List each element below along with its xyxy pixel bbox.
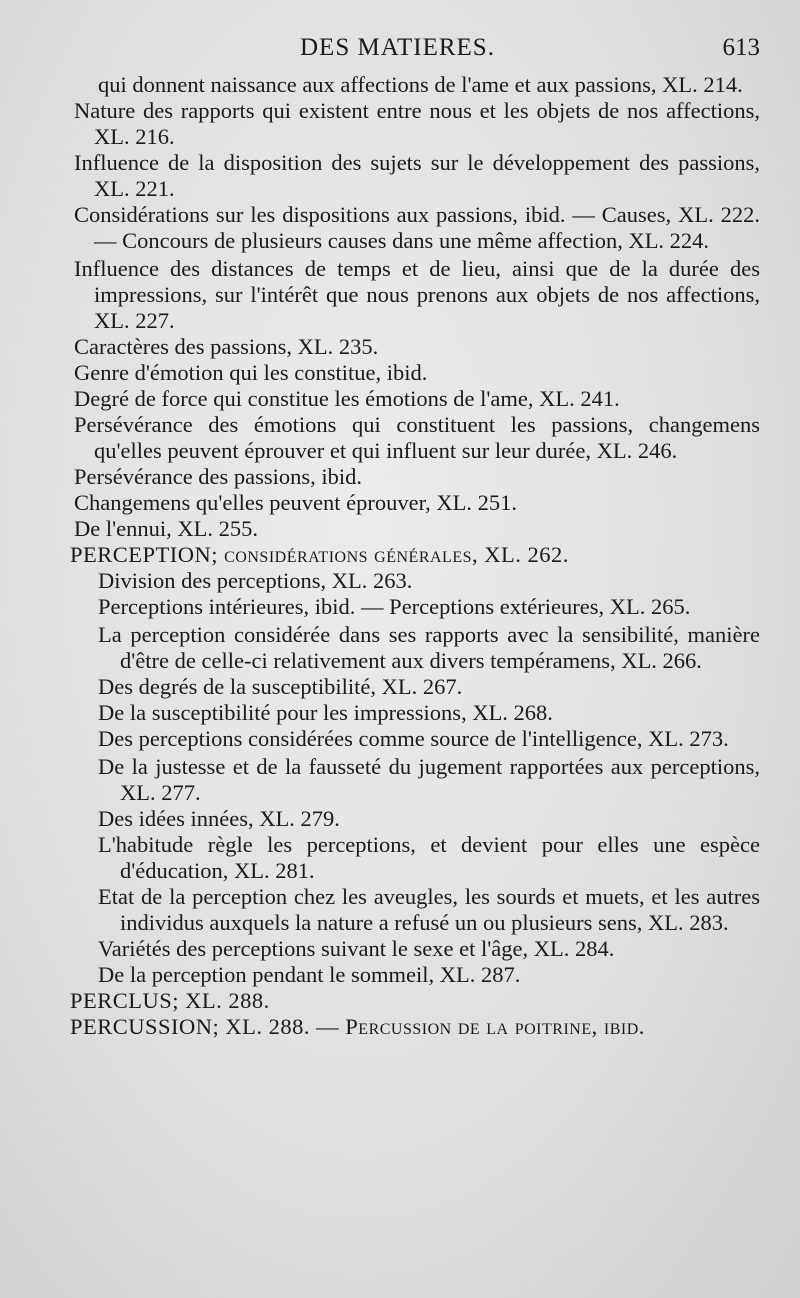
index-heading-perclus: PERCLUS; XL. 288. xyxy=(70,988,270,1013)
running-title: DES MATIERES. xyxy=(300,34,495,61)
index-entry: Influence des distances de temps et de lieu, ainsi que de la durée des impressions, sur l'intérêt que nous prenons aux objets de nos affections, XL. 227. xyxy=(74,256,760,333)
index-entry: De l'ennui, XL. 255. xyxy=(74,516,259,541)
index-entry: Caractères des passions, XL. 235. xyxy=(74,334,379,359)
index-entry: Influence de la disposition des sujets sur le développement des passions, XL. 221. xyxy=(74,150,760,201)
index-entry: qui donnent naissance aux affections de l'ame et aux passions, XL. 214. xyxy=(98,72,743,97)
index-entry: Etat de la perception chez les aveugles, les sourds et muets, et les autres individus auxquels la nature a refusé un ou plusieurs sens, XL. 283. xyxy=(98,884,760,935)
page-header xyxy=(70,30,760,72)
index-entry: Nature des rapports qui existent entre nous et les objets de nos affections, XL. 216. xyxy=(74,98,760,149)
index-entry: Genre d'émotion qui les constitue, ibid. xyxy=(74,360,428,385)
index-entry: La perception considérée dans ses rapports avec la sensibilité, manière d'être de celle-ci relativement aux divers tempéramens, XL. 266. xyxy=(98,622,760,673)
index-entry: Degré de force qui constitue les émotions de l'ame, XL. 241. xyxy=(74,386,620,411)
index-entry: De la justesse et de la fausseté du jugement rapportées aux perceptions, XL. 277. xyxy=(98,754,760,805)
index-entry: De la perception pendant le sommeil, XL. 287. xyxy=(98,962,521,987)
index-entry: Considérations sur les dispositions aux passions, ibid. — Causes, XL. 222. — Concours de plusieurs causes dans une même affection, XL. 224. xyxy=(74,202,760,253)
index-entry: Changemens qu'elles peuvent éprouver, XL. 251. xyxy=(74,490,518,515)
index-entry: Des perceptions considérées comme source de l'intelligence, XL. 273. xyxy=(98,726,729,751)
index-entry: Des degrés de la susceptibilité, XL. 267. xyxy=(98,674,463,699)
index-entries xyxy=(70,72,760,1040)
page-number: 613 xyxy=(722,34,760,61)
index-entry: Variétés des perceptions suivant le sexe et l'âge, XL. 284. xyxy=(98,936,615,961)
index-entry: Perceptions intérieures, ibid. — Perceptions extérieures, XL. 265. xyxy=(98,594,691,619)
index-entry: Division des perceptions, XL. 263. xyxy=(98,568,413,593)
index-entry: L'habitude règle les perceptions, et devient pour elles une espèce d'éducation, XL. 281. xyxy=(98,832,760,883)
index-entry: Persévérance des passions, ibid. xyxy=(74,464,363,489)
index-heading-perception: PERCEPTION; considérations générales, XL. 262. xyxy=(70,542,569,567)
index-entry: Des idées innées, XL. 279. xyxy=(98,806,340,831)
index-entry: Persévérance des émotions qui constituent les passions, changemens qu'elles peuvent éprouver et qui influent sur leur durée, XL. 246. xyxy=(74,412,760,463)
index-entry: De la susceptibilité pour les impressions, XL. 268. xyxy=(98,700,553,725)
index-heading-percussion: PERCUSSION; XL. 288. — Percussion de la poitrine, ibid. xyxy=(70,1014,645,1039)
